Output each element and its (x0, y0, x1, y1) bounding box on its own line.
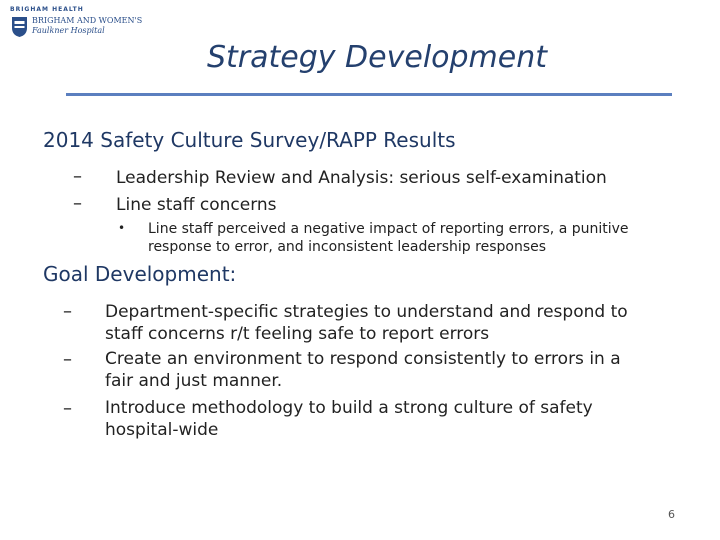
logo-hospital-line1: BRIGHAM AND WOMEN'S (32, 16, 143, 25)
section1-subitem-line1: Line staff perceived a negative impact of reporting errors, a punitive (148, 221, 629, 237)
dash-marker: – (63, 301, 72, 322)
dash-marker: – (73, 193, 82, 214)
logo-org-name: BRIGHAM HEALTH (10, 6, 84, 13)
section1-heading: 2014 Safety Culture Survey/RAPP Results (43, 128, 456, 152)
title-divider (66, 93, 672, 96)
logo-hospital-name (32, 16, 142, 36)
section2-item-3-line2: hospital-wide (105, 420, 219, 440)
section2-item-2-line2: fair and just manner. (105, 371, 283, 391)
logo-hospital-line2: Faulkner Hospital (32, 26, 105, 35)
shield-icon (11, 16, 28, 38)
dash-marker: – (63, 398, 72, 419)
section2-item-1-line2: staff concerns r/t feeling safe to report errors (105, 324, 490, 344)
section2-item-1-line1: Department-specific strategies to understand and respond to (105, 302, 628, 322)
section2-item-2-line1: Create an environment to respond consistently to errors in a (105, 349, 621, 369)
page-number: 6 (668, 508, 675, 521)
slide-title: Strategy Development (206, 40, 548, 75)
section2-heading: Goal Development: (43, 262, 237, 286)
dash-marker: – (63, 349, 72, 370)
hospital-logo (10, 6, 143, 40)
section1-subitem-line2: response to error, and inconsistent leadership responses (148, 239, 547, 255)
section1-item-2: Line staff concerns (116, 195, 277, 215)
section2-item-3-line1: Introduce methodology to build a strong culture of safety (105, 398, 593, 418)
dash-marker: – (73, 166, 82, 187)
bullet-marker: • (118, 221, 126, 235)
section1-item-1: Leadership Review and Analysis: serious self-examination (116, 168, 607, 188)
